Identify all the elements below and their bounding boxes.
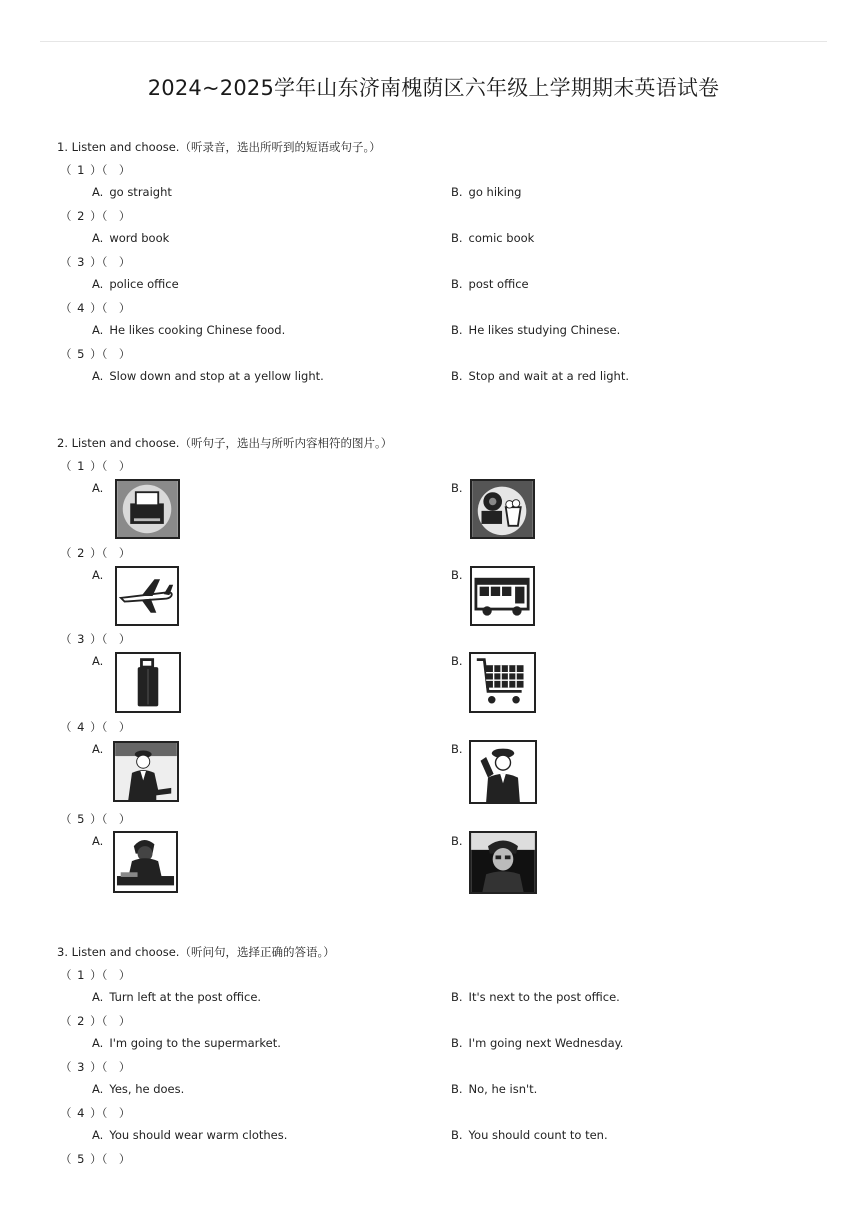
s3-q2-option-a[interactable]: A. I'm going to the supermarket.: [92, 1036, 281, 1050]
page-title: 2024~2025学年山东济南槐荫区六年级上学期期末英语试卷: [147, 76, 720, 100]
s1-q4-option-b[interactable]: B. He likes studying Chinese.: [451, 323, 621, 337]
s2-q2-option-b-label: B.: [451, 568, 463, 582]
s3-q2-option-b[interactable]: B. I'm going next Wednesday.: [451, 1036, 624, 1050]
s1-q1-number: （ 1 ）（ ）: [60, 163, 131, 177]
s1-q1-option-a[interactable]: A. go straight: [92, 185, 172, 199]
s3-q4-option-a[interactable]: A. You should wear warm clothes.: [92, 1128, 288, 1142]
s2-q2-option-a-label: A.: [92, 568, 104, 582]
s3-q3-number: （ 3 ）（ ）: [60, 1060, 131, 1074]
s2-q4-option-a-label: A.: [92, 742, 104, 756]
s1-q2-number: （ 2 ）（ ）: [60, 209, 131, 223]
s3-q2-number: （ 2 ）（ ）: [60, 1014, 131, 1028]
s1-q3-option-a[interactable]: A. police office: [92, 277, 179, 291]
man-portrait-icon[interactable]: [469, 831, 537, 894]
section-2-heading: 2. Listen and choose.（听句子，选出与所听内容相符的图片。）: [57, 436, 393, 450]
s1-q5-number: （ 5 ）（ ）: [60, 347, 131, 361]
printer-icon[interactable]: [115, 479, 180, 539]
s3-q3-option-a[interactable]: A. Yes, he does.: [92, 1082, 185, 1096]
s2-q1-option-b-label: B.: [451, 481, 463, 495]
s2-q4-number: （ 4 ）（ ）: [60, 720, 131, 734]
s2-q2-number: （ 2 ）（ ）: [60, 546, 131, 560]
s2-q5-number: （ 5 ）（ ）: [60, 812, 131, 826]
s2-q1-option-a-label: A.: [92, 481, 104, 495]
s3-q1-option-b[interactable]: B. It's next to the post office.: [451, 990, 620, 1004]
camera-popcorn-icon[interactable]: [470, 479, 535, 539]
s2-q5-option-a-label: A.: [92, 834, 104, 848]
shopping-cart-icon[interactable]: [469, 652, 536, 713]
s1-q2-option-a[interactable]: A. word book: [92, 231, 170, 245]
bus-icon[interactable]: [470, 566, 535, 626]
pilot-icon[interactable]: [113, 741, 179, 802]
s2-q5-option-b-label: B.: [451, 834, 463, 848]
s2-q1-number: （ 1 ）（ ）: [60, 459, 131, 473]
s1-q4-number: （ 4 ）（ ）: [60, 301, 131, 315]
s3-q4-option-b[interactable]: B. You should count to ten.: [451, 1128, 608, 1142]
s2-q3-number: （ 3 ）（ ）: [60, 632, 131, 646]
top-divider: [40, 41, 827, 42]
suitcase-icon[interactable]: [115, 652, 181, 713]
s1-q4-option-a[interactable]: A. He likes cooking Chinese food.: [92, 323, 286, 337]
s2-q3-option-a-label: A.: [92, 654, 104, 668]
s3-q4-number: （ 4 ）（ ）: [60, 1106, 131, 1120]
worker-at-desk-icon[interactable]: [113, 831, 178, 893]
s1-q2-option-b[interactable]: B. comic book: [451, 231, 535, 245]
s1-q5-option-b[interactable]: B. Stop and wait at a red light.: [451, 369, 630, 383]
section-1-heading: 1. Listen and choose.（听录音，选出所听到的短语或句子。）: [57, 140, 381, 154]
s3-q1-option-a[interactable]: A. Turn left at the post office.: [92, 990, 262, 1004]
police-officer-icon[interactable]: [469, 740, 537, 804]
s1-q3-number: （ 3 ）（ ）: [60, 255, 131, 269]
s2-q3-option-b-label: B.: [451, 654, 463, 668]
s3-q3-option-b[interactable]: B. No, he isn't.: [451, 1082, 538, 1096]
s1-q1-option-b[interactable]: B. go hiking: [451, 185, 522, 199]
s3-q1-number: （ 1 ）（ ）: [60, 968, 131, 982]
s1-q3-option-b[interactable]: B. post office: [451, 277, 529, 291]
airplane-icon[interactable]: [115, 566, 179, 626]
section-3-heading: 3. Listen and choose.（听问句，选择正确的答语。）: [57, 945, 335, 959]
s1-q5-option-a[interactable]: A. Slow down and stop at a yellow light.: [92, 369, 324, 383]
s2-q4-option-b-label: B.: [451, 742, 463, 756]
s3-q5-number: （ 5 ）（ ）: [60, 1152, 131, 1166]
